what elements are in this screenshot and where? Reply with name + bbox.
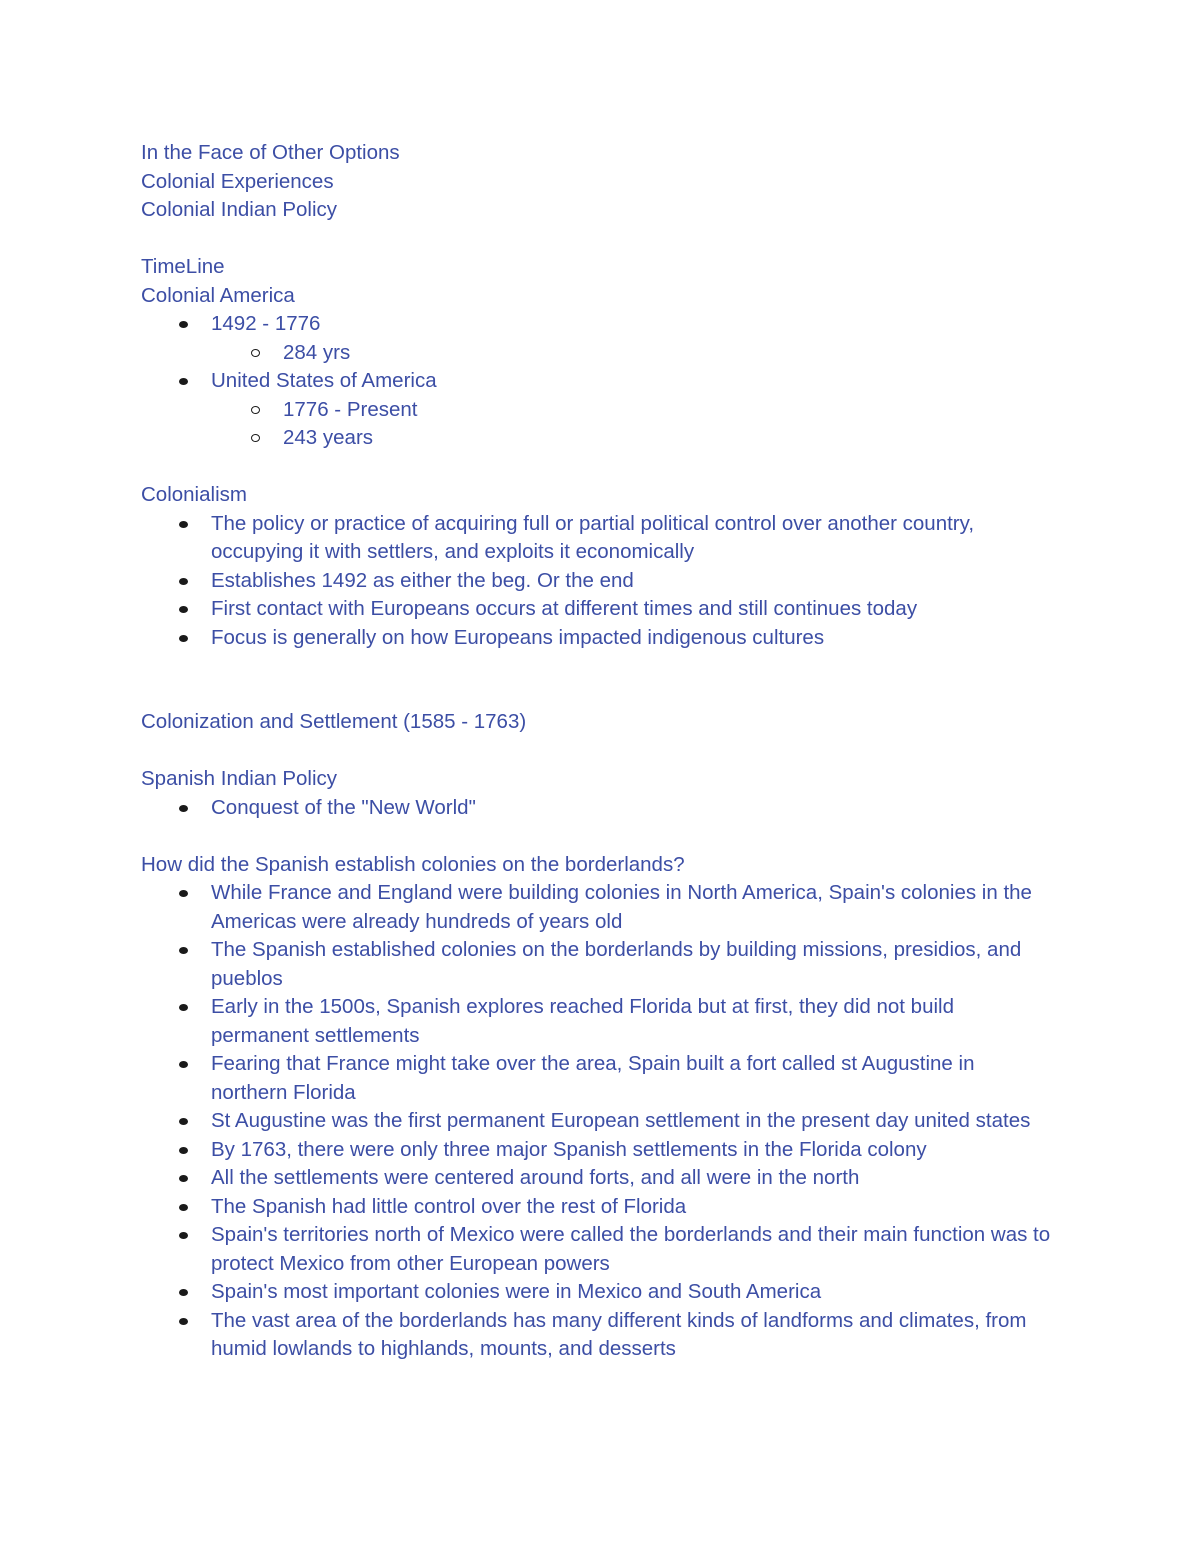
sub-list-item <box>211 339 1061 368</box>
bullet-icon <box>179 521 188 528</box>
list-item <box>141 1221 1061 1278</box>
timeline-subtitle: Colonial America <box>141 283 295 307</box>
sub-list-item-text: 284 yrs <box>283 340 351 364</box>
heading-options: In the Face of Other Options <box>141 141 400 164</box>
list-item <box>141 1193 1061 1222</box>
spanish-policy-title: Spanish Indian Policy <box>141 767 338 790</box>
hollow-bullet-icon <box>251 406 260 414</box>
sub-list <box>211 396 1061 453</box>
bullet-icon <box>179 1004 188 1011</box>
sub-list-item-text: 243 years <box>283 426 374 449</box>
heading-indian-policy: Colonial Indian Policy <box>141 198 338 221</box>
heading-experiences: Colonial Experiences <box>141 169 334 193</box>
list-item <box>141 624 1061 653</box>
bullet-icon <box>179 378 188 385</box>
colonialism-list <box>141 510 1061 653</box>
bullet-icon <box>179 890 188 897</box>
borderlands-title: How did the Spanish establish colonies on the borderlands? <box>141 852 685 876</box>
bullet-icon <box>179 321 188 328</box>
list-item-text: Early in the 1500s, Spanish explores reached Florida but at first, they did not build permanent settlements <box>211 995 954 1047</box>
list-item-text: Conquest of the "New World" <box>211 795 476 819</box>
list-item-text: All the settlements were centered around forts, and all were in the north <box>211 1166 860 1189</box>
list-item <box>141 567 1061 596</box>
bullet-icon <box>179 1318 188 1325</box>
bullet-icon <box>179 1118 188 1125</box>
timeline-list <box>141 310 1061 453</box>
bullet-icon <box>179 1147 188 1154</box>
sub-list-item-text: 1776 - Present <box>283 397 418 421</box>
spanish-policy-list <box>141 794 1061 823</box>
list-item-text: While France and England were building colonies in North America, Spain's colonies in the Americas were already hundreds of years old <box>211 881 1032 933</box>
list-item <box>141 1307 1061 1364</box>
bullet-icon <box>179 606 188 613</box>
list-item-text: The Spanish had little control over the rest of Florida <box>211 1194 687 1218</box>
list-item <box>141 1136 1061 1165</box>
list-item-text: Spain's most important colonies were in Mexico and South America <box>211 1280 822 1303</box>
bullet-icon <box>179 1175 188 1182</box>
list-item-text: 1492 - 1776 <box>211 312 321 335</box>
sub-list <box>211 339 1061 368</box>
bullet-icon <box>179 1204 188 1211</box>
list-item <box>141 879 1061 936</box>
list-item <box>141 1107 1061 1136</box>
list-item-text: The Spanish established colonies on the borderlands by building missions, presidios, and pueblos <box>211 938 1022 990</box>
list-item <box>141 595 1061 624</box>
list-item <box>141 993 1061 1050</box>
timeline-title: TimeLine <box>141 255 225 278</box>
bullet-icon <box>179 635 188 642</box>
list-item-text: United States of America <box>211 369 437 392</box>
list-item-text: By 1763, there were only three major Spanish settlements in the Florida colony <box>211 1137 927 1161</box>
bullet-icon <box>179 805 188 812</box>
bullet-icon <box>179 1232 188 1239</box>
list-item-text: Spain's territories north of Mexico were called the borderlands and their main function was to protect Mexico from other European powers <box>211 1223 1051 1275</box>
borderlands-list <box>141 879 1061 1364</box>
list-item <box>141 310 1061 367</box>
bullet-icon <box>179 947 188 954</box>
hollow-bullet-icon <box>251 434 260 442</box>
sub-list-item <box>211 396 1061 425</box>
list-item-text: The policy or practice of acquiring full or partial political control over another country, occupying it with settlers, and exploits it economically <box>211 511 975 563</box>
hollow-bullet-icon <box>251 349 260 357</box>
list-item <box>141 510 1061 567</box>
list-item <box>141 794 1061 823</box>
list-item <box>141 1278 1061 1307</box>
list-item-text: St Augustine was the first permanent European settlement in the present day united states <box>211 1109 1031 1132</box>
list-item-text: First contact with Europeans occurs at different times and still continues today <box>211 597 918 620</box>
list-item-text: Fearing that France might take over the area, Spain built a fort called st Augustine in northern Florida <box>211 1052 975 1104</box>
document-body <box>141 139 1061 1364</box>
list-item <box>141 1164 1061 1193</box>
list-item-text: Focus is generally on how Europeans impacted indigenous cultures <box>211 625 825 649</box>
colonization-title: Colonization and Settlement (1585 - 1763) <box>141 710 527 733</box>
list-item-text: Establishes 1492 as either the beg. Or the end <box>211 568 634 592</box>
bullet-icon <box>179 1289 188 1296</box>
sub-list-item <box>211 424 1061 453</box>
list-item <box>141 936 1061 993</box>
list-item <box>141 1050 1061 1107</box>
list-item-text: The vast area of the borderlands has many different kinds of landforms and climates, from humid lowlands to highlands, mounts, and desserts <box>211 1308 1027 1360</box>
list-item <box>141 367 1061 453</box>
colonialism-title: Colonialism <box>141 483 247 506</box>
bullet-icon <box>179 1061 188 1068</box>
bullet-icon <box>179 578 188 585</box>
